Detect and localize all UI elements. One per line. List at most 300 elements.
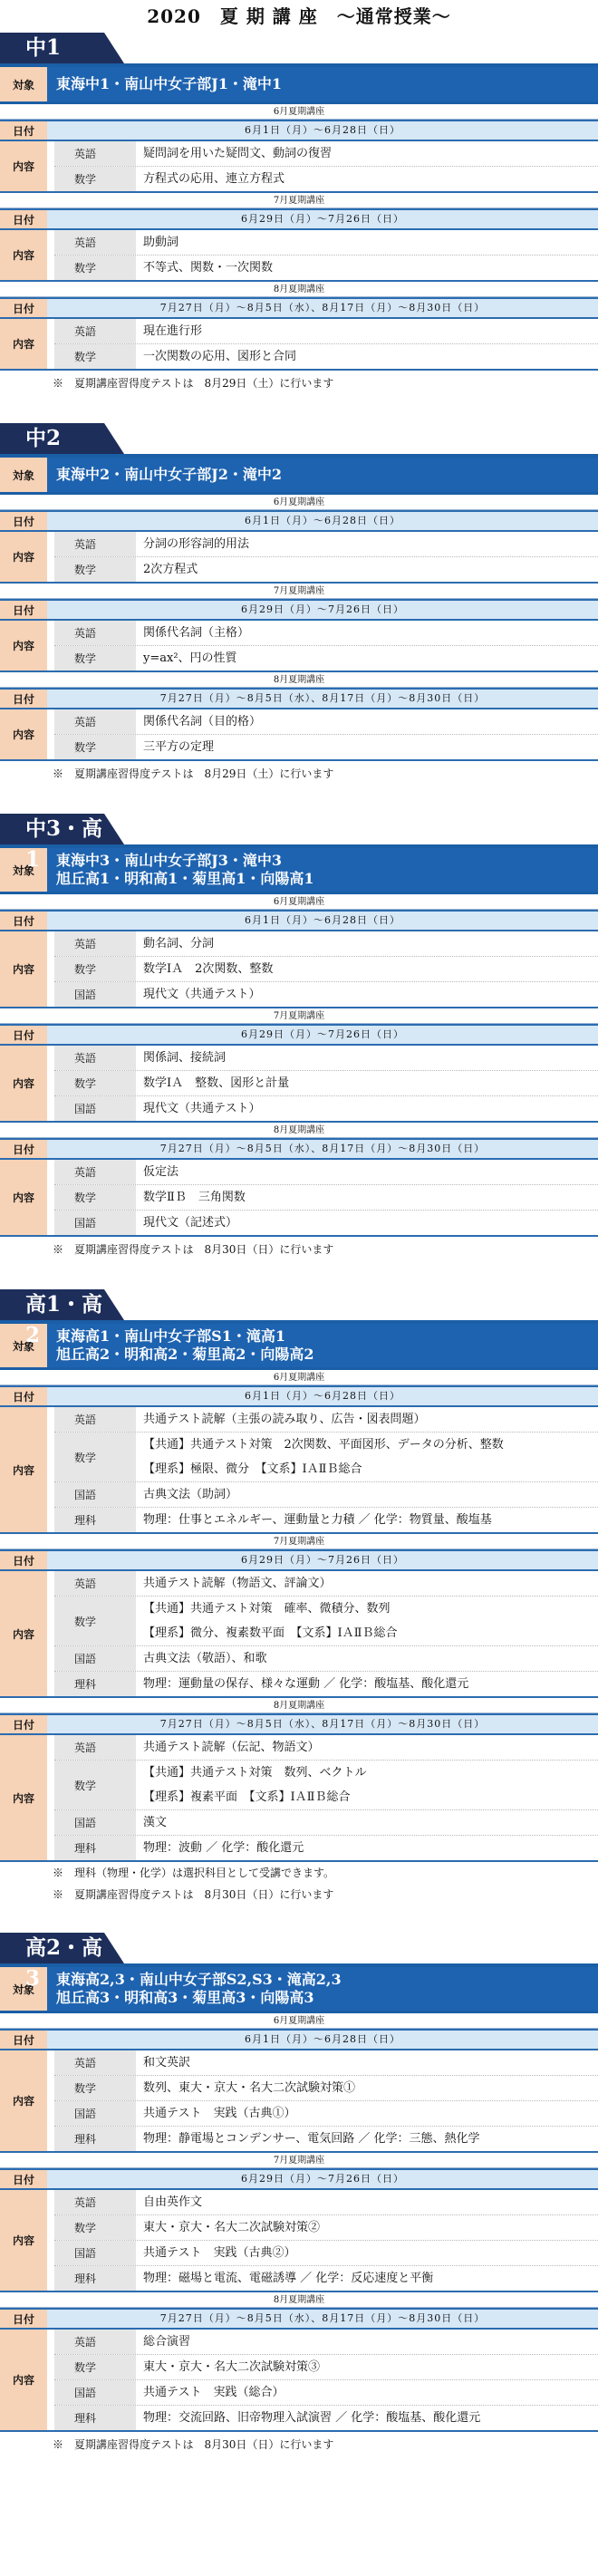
topic-text: 現代文（共通テスト） (143, 988, 261, 1001)
topic-text: 【理系】複素平面 【文系】ⅠＡⅡＢ総合 (143, 1790, 351, 1804)
topic-lines (136, 319, 598, 343)
subject-name: 英語 (54, 141, 136, 166)
course-section (0, 1933, 598, 2457)
content-label: 内容 (0, 931, 47, 1007)
content-label: 内容 (0, 141, 47, 191)
topic-text: 2次方程式 (143, 563, 198, 576)
subject-rows (47, 709, 598, 759)
subject-rows (47, 532, 598, 582)
topic-lines (136, 931, 598, 956)
target-label: 対象 (0, 67, 47, 101)
phase-title: 8月夏期講座 (0, 672, 598, 688)
topic-lines (136, 2355, 598, 2379)
topic-text: 数学ⅠＡ 整数、図形と計量 (143, 1076, 290, 1090)
topic-lines (136, 2076, 598, 2100)
subject-name: 英語 (54, 1735, 136, 1760)
subject-name: 数学 (54, 256, 136, 280)
subject-name: 英語 (54, 1160, 136, 1184)
subject-name: 理科 (54, 1672, 136, 1696)
phase-title: 7月夏期講座 (0, 1008, 598, 1024)
phase-title: 7月夏期講座 (0, 193, 598, 208)
content-label: 内容 (0, 532, 47, 582)
topic-text: 漢文 (143, 1816, 168, 1829)
subject-row (54, 1761, 598, 1810)
topic-lines (136, 2127, 598, 2151)
subject-rows (47, 1046, 598, 1121)
subject-name: 英語 (54, 532, 136, 556)
topic-text: 疑問詞を用いた疑問文、動詞の復習 (143, 147, 333, 160)
topic-text: 動名詞、分詞 (143, 937, 215, 950)
date-label: 日付 (0, 1387, 47, 1405)
topic-text: 共通テスト 実践（古典①） (143, 2107, 296, 2120)
topic-text: 【理系】極限、微分 【文系】ⅠＡⅡＢ総合 (143, 1462, 362, 1476)
topic-lines (136, 957, 598, 981)
subject-row (54, 230, 598, 256)
subject-row (54, 319, 598, 344)
topic-text: 分詞の形容詞的用法 (143, 537, 250, 551)
topic-text: 数学ⅠＡ 2次関数、整数 (143, 962, 274, 976)
topic-lines (136, 230, 598, 255)
phase-title: 6月夏期講座 (0, 104, 598, 120)
topic-text: 現在進行形 (143, 324, 203, 338)
course-section (0, 1289, 598, 1905)
topic-lines (136, 256, 598, 280)
topic-text: 物理：交流回路、旧帝物理入試演習 ／ 化学：酸塩基、酸化還元 (143, 2411, 481, 2425)
date-label: 日付 (0, 2170, 47, 2188)
subject-name: 英語 (54, 1571, 136, 1596)
topic-text: 物理：静電場とコンデンサー、電気回路 ／ 化学：三態、熱化学 (143, 2132, 480, 2146)
subject-row (54, 1482, 598, 1508)
target-school-line: 東海中1・南山中女子部J1・滝中1 (56, 75, 282, 92)
section-header (0, 33, 598, 67)
subject-name: 英語 (54, 2330, 136, 2354)
topic-text: 共通テスト読解（伝記、物語文） (143, 1741, 320, 1754)
target-row (0, 1967, 598, 2013)
section-header (0, 423, 598, 458)
subject-name: 国語 (54, 2241, 136, 2265)
subject-row (54, 1597, 598, 1646)
topic-text: 物理：波動 ／ 化学：酸化還元 (143, 1841, 304, 1855)
subject-row (54, 2241, 598, 2266)
section-title: 中3・高1 (0, 814, 104, 844)
date-range: 6月1日（月）～6月28日（日） (245, 1390, 400, 1402)
phase-title: 6月夏期講座 (0, 1370, 598, 1385)
subject-row (54, 1211, 598, 1235)
subject-name: 英語 (54, 319, 136, 343)
course-section (0, 33, 598, 396)
subject-name: 数学 (54, 2076, 136, 2100)
subject-name: 数学 (54, 1433, 136, 1481)
section-note: ※ 理科（物理・化学）は選択科目として受講できます。 (53, 1867, 335, 1879)
content-label: 内容 (0, 1571, 47, 1696)
subject-row (54, 2355, 598, 2380)
subject-row (54, 344, 598, 369)
subject-row (54, 709, 598, 735)
topic-text: 自由英作文 (143, 2195, 203, 2209)
topic-lines (136, 1185, 598, 1210)
topic-text: 【理系】微分、複素数平面 【文系】ⅠＡⅡＢ総合 (143, 1626, 398, 1640)
date-range: 6月1日（月）～6月28日（日） (245, 2033, 400, 2045)
topic-text: 助動詞 (143, 236, 179, 249)
subject-row (54, 2101, 598, 2127)
subject-name: 数学 (54, 2355, 136, 2379)
subject-name: 国語 (54, 982, 136, 1007)
date-row (0, 1024, 598, 1046)
topic-lines (136, 621, 598, 645)
target-row (0, 67, 598, 104)
content-label: 内容 (0, 2330, 47, 2430)
subject-row (54, 1071, 598, 1096)
topic-text: 和文英訳 (143, 2056, 191, 2069)
subject-rows (47, 2190, 598, 2291)
topic-text: 現代文（記述式） (143, 1216, 238, 1230)
phase-title: 7月夏期講座 (0, 1534, 598, 1549)
date-range: 7月27日（月）～8月5日（水）、8月17日（月）～8月30日（日） (159, 302, 486, 314)
topic-lines (136, 1646, 598, 1671)
target-school-line: 旭丘高3・明和高3・菊里高3・向陽高3 (56, 1989, 314, 2006)
subject-row (54, 1810, 598, 1836)
subject-name: 理科 (54, 1508, 136, 1532)
topic-lines (136, 2101, 598, 2126)
date-row (0, 2308, 598, 2330)
topic-text: 東大・京大・名大二次試験対策③ (143, 2360, 321, 2374)
target-schools (47, 1324, 598, 1367)
section-note: ※ 夏期講座習得度テストは 8月29日（土）に行います (53, 767, 334, 780)
topic-text: 共通テスト 実践（総合） (143, 2386, 285, 2399)
content-block (0, 2050, 598, 2153)
section-title: 中1 (0, 33, 104, 63)
content-block (0, 1735, 598, 1862)
topic-lines (136, 735, 598, 759)
date-label: 日付 (0, 299, 47, 317)
topic-lines (136, 1508, 598, 1532)
content-label: 内容 (0, 2050, 47, 2151)
content-block (0, 2190, 598, 2292)
subject-row (54, 735, 598, 759)
date-label: 日付 (0, 210, 47, 228)
phase-title: 6月夏期講座 (0, 2013, 598, 2029)
subject-name: 英語 (54, 2190, 136, 2214)
phase-title: 7月夏期講座 (0, 584, 598, 599)
target-label: 対象 (0, 848, 47, 892)
subject-row (54, 2127, 598, 2151)
subject-row (54, 2050, 598, 2076)
topic-text: 関係代名詞（主格） (143, 626, 250, 640)
subject-row (54, 2330, 598, 2355)
topic-lines (136, 1571, 598, 1596)
subject-row (54, 141, 598, 167)
subject-row (54, 532, 598, 557)
topic-text: 数列、東大・京大・名大二次試験対策① (143, 2081, 356, 2095)
topic-lines (136, 1482, 598, 1507)
course-section (0, 814, 598, 1262)
course-sections (0, 33, 598, 2457)
subject-row (54, 167, 598, 191)
topic-text: 共通テスト 実践（古典②） (143, 2246, 296, 2260)
subject-rows (47, 621, 598, 671)
target-schools (47, 1967, 598, 2011)
subject-row (54, 256, 598, 280)
subject-rows (47, 319, 598, 369)
section-title: 中2 (0, 423, 104, 454)
date-label: 日付 (0, 601, 47, 619)
subject-name: 数学 (54, 1597, 136, 1645)
subject-name: 数学 (54, 646, 136, 671)
topic-lines (136, 1433, 598, 1481)
date-range: 6月29日（月）～7月26日（日） (241, 1028, 404, 1040)
subject-name: 数学 (54, 344, 136, 369)
content-block (0, 931, 598, 1008)
target-schools (47, 848, 598, 892)
subject-row (54, 557, 598, 582)
subject-name: 国語 (54, 1096, 136, 1121)
content-label: 内容 (0, 1160, 47, 1235)
subject-name: 数学 (54, 1185, 136, 1210)
topic-text: 古典文法（敬語）、和歌 (143, 1652, 267, 1665)
target-schools (47, 67, 598, 101)
date-label: 日付 (0, 1140, 47, 1158)
content-block (0, 141, 598, 193)
topic-lines (136, 982, 598, 1007)
subject-rows (47, 1735, 598, 1860)
date-label: 日付 (0, 912, 47, 930)
date-row (0, 2029, 598, 2050)
content-label: 内容 (0, 1735, 47, 1860)
topic-text: y=ax²、円の性質 (143, 651, 237, 665)
subject-row (54, 931, 598, 957)
subject-row (54, 1046, 598, 1071)
subject-rows (47, 1160, 598, 1235)
topic-lines (136, 344, 598, 369)
subject-name: 国語 (54, 1810, 136, 1835)
topic-text: 関係詞、接続詞 (143, 1051, 227, 1065)
subject-row (54, 1433, 598, 1482)
topic-lines (136, 1761, 598, 1809)
topic-lines (136, 1836, 598, 1860)
subject-name: 数学 (54, 557, 136, 582)
subject-name: 英語 (54, 1407, 136, 1432)
phase-title: 8月夏期講座 (0, 2292, 598, 2308)
subject-name: 国語 (54, 2380, 136, 2405)
subject-row (54, 621, 598, 646)
topic-lines (136, 167, 598, 191)
subject-row (54, 1160, 598, 1185)
topic-lines (136, 2190, 598, 2214)
topic-text: 物理：運動量の保存、様々な運動 ／ 化学：酸塩基、酸化還元 (143, 1677, 469, 1691)
topic-text: 古典文法（助詞） (143, 1488, 238, 1501)
target-label: 対象 (0, 458, 47, 492)
date-row (0, 2168, 598, 2190)
date-label: 日付 (0, 690, 47, 708)
section-note: ※ 夏期講座習得度テストは 8月30日（日）に行います (53, 1243, 334, 1256)
subject-row (54, 1672, 598, 1696)
subject-name: 数学 (54, 957, 136, 981)
target-schools (47, 458, 598, 492)
course-section (0, 423, 598, 786)
subject-name: 数学 (54, 2215, 136, 2240)
content-label: 内容 (0, 2190, 47, 2291)
target-school-line: 東海高2,3・南山中女子部S2,S3・滝高2,3 (56, 1971, 342, 1988)
target-school-line: 東海高1・南山中女子部S1・滝高1 (56, 1327, 285, 1345)
subject-name: 数学 (54, 1761, 136, 1809)
date-label: 日付 (0, 1026, 47, 1044)
topic-lines (136, 1672, 598, 1696)
subject-row (54, 1508, 598, 1532)
subject-rows (47, 2330, 598, 2430)
date-label: 日付 (0, 2031, 47, 2049)
section-title: 高1・高2 (0, 1289, 104, 1320)
date-row (0, 1385, 598, 1407)
date-range: 7月27日（月）～8月5日（水）、8月17日（月）～8月30日（日） (159, 1143, 486, 1154)
subject-name: 国語 (54, 1211, 136, 1235)
topic-text: 【共通】共通テスト対策 数列、ベクトル (143, 1766, 367, 1780)
date-range: 7月27日（月）～8月5日（水）、8月17日（月）～8月30日（日） (159, 2312, 486, 2324)
section-note: ※ 夏期講座習得度テストは 8月30日（日）に行います (53, 1888, 334, 1901)
subject-rows (47, 141, 598, 191)
subject-rows (47, 931, 598, 1007)
subject-row (54, 2406, 598, 2430)
date-range: 7月27日（月）～8月5日（水）、8月17日（月）～8月30日（日） (159, 692, 486, 704)
subject-row (54, 1096, 598, 1121)
topic-lines (136, 1735, 598, 1760)
topic-lines (136, 141, 598, 166)
content-label: 内容 (0, 1046, 47, 1121)
content-block (0, 1160, 598, 1237)
subject-name: 英語 (54, 1046, 136, 1070)
phase-title: 8月夏期講座 (0, 1698, 598, 1713)
topic-lines (136, 1597, 598, 1645)
date-range: 6月29日（月）～7月26日（日） (241, 1554, 404, 1566)
subject-name: 英語 (54, 2050, 136, 2075)
subject-row (54, 2266, 598, 2291)
phase-title: 8月夏期講座 (0, 282, 598, 297)
subject-row (54, 1571, 598, 1597)
topic-lines (136, 1407, 598, 1432)
section-note: ※ 夏期講座習得度テストは 8月29日（土）に行います (53, 377, 334, 390)
date-row (0, 1549, 598, 1571)
subject-name: 国語 (54, 1646, 136, 1671)
subject-row (54, 1407, 598, 1433)
content-block (0, 319, 598, 371)
content-block (0, 2330, 598, 2432)
date-range: 6月1日（月）～6月28日（日） (245, 515, 400, 526)
topic-lines (136, 2050, 598, 2075)
content-label: 内容 (0, 621, 47, 671)
subject-rows (47, 230, 598, 280)
subject-name: 理科 (54, 2127, 136, 2151)
phase-title: 7月夏期講座 (0, 2153, 598, 2168)
topic-text: 【共通】共通テスト対策 確率、微積分、数列 (143, 1602, 391, 1616)
topic-text: 一次関数の応用、図形と合同 (143, 350, 297, 363)
section-title: 高2・高3 (0, 1933, 104, 1963)
topic-text: 物理：磁場と電流、電磁誘導 ／ 化学：反応速度と平衡 (143, 2272, 434, 2285)
subject-name: 数学 (54, 1071, 136, 1095)
date-range: 6月1日（月）～6月28日（日） (245, 914, 400, 926)
target-label: 対象 (0, 1324, 47, 1367)
subject-name: 英語 (54, 621, 136, 645)
date-range: 7月27日（月）～8月5日（水）、8月17日（月）～8月30日（日） (159, 1718, 486, 1730)
subject-name: 国語 (54, 1482, 136, 1507)
topic-text: 東大・京大・名大二次試験対策② (143, 2221, 321, 2234)
subject-row (54, 1735, 598, 1761)
subject-name: 英語 (54, 931, 136, 956)
date-range: 6月29日（月）～7月26日（日） (241, 2173, 404, 2185)
content-block (0, 709, 598, 761)
subject-row (54, 2380, 598, 2406)
date-range: 6月29日（月）～7月26日（日） (241, 213, 404, 225)
page-title: 2020 夏 期 講 座 ～通常授業～ (147, 5, 451, 27)
content-label: 内容 (0, 1407, 47, 1532)
subject-row (54, 646, 598, 671)
topic-text: 三平方の定理 (143, 740, 215, 754)
date-row (0, 599, 598, 621)
subject-row (54, 957, 598, 982)
topic-lines (136, 2406, 598, 2430)
date-row (0, 910, 598, 931)
topic-text: 仮定法 (143, 1165, 179, 1179)
topic-lines (136, 2330, 598, 2354)
subject-name: 英語 (54, 230, 136, 255)
topic-text: 関係代名詞（目的格） (143, 715, 262, 728)
target-school-line: 旭丘高2・明和高2・菊里高2・向陽高2 (56, 1346, 314, 1363)
date-row (0, 1138, 598, 1160)
topic-text: 共通テスト読解（主張の読み取り、広告・図表問題） (143, 1413, 426, 1426)
subject-rows (47, 1407, 598, 1532)
subject-rows (47, 1571, 598, 1696)
topic-lines (136, 1071, 598, 1095)
topic-lines (136, 2266, 598, 2291)
content-block (0, 532, 598, 584)
section-note: ※ 夏期講座習得度テストは 8月30日（日）に行います (53, 2438, 334, 2451)
subject-rows (47, 2050, 598, 2151)
topic-text: 数学ⅡＢ 三角関数 (143, 1191, 246, 1204)
phase-title: 8月夏期講座 (0, 1123, 598, 1138)
subject-row (54, 2190, 598, 2215)
subject-name: 理科 (54, 2266, 136, 2291)
date-label: 日付 (0, 121, 47, 140)
topic-text: 方程式の応用、連立方程式 (143, 172, 285, 186)
subject-name: 国語 (54, 2101, 136, 2126)
date-label: 日付 (0, 1715, 47, 1733)
date-row (0, 120, 598, 141)
content-label: 内容 (0, 319, 47, 369)
topic-lines (136, 1096, 598, 1121)
date-label: 日付 (0, 2310, 47, 2328)
date-row (0, 510, 598, 532)
topic-lines (136, 2380, 598, 2405)
content-block (0, 230, 598, 282)
content-block (0, 1571, 598, 1698)
topic-lines (136, 2241, 598, 2265)
subject-row (54, 1185, 598, 1211)
content-block (0, 1407, 598, 1534)
target-school-line: 東海中2・南山中女子部J2・滝中2 (56, 466, 282, 483)
date-range: 6月29日（月）～7月26日（日） (241, 603, 404, 615)
subject-name: 数学 (54, 735, 136, 759)
content-label: 内容 (0, 230, 47, 280)
subject-name: 数学 (54, 167, 136, 191)
target-label: 対象 (0, 1967, 47, 2011)
phase-title: 6月夏期講座 (0, 495, 598, 510)
subject-row (54, 2215, 598, 2241)
date-row (0, 208, 598, 230)
date-row (0, 1713, 598, 1735)
topic-text: 【共通】共通テスト対策 2次関数、平面図形、データの分析、整数 (143, 1438, 504, 1452)
topic-text: 物理：仕事とエネルギー、運動量と力積 ／ 化学：物質量、酸塩基 (143, 1513, 492, 1527)
subject-name: 英語 (54, 709, 136, 734)
subject-row (54, 2076, 598, 2101)
date-label: 日付 (0, 1551, 47, 1569)
